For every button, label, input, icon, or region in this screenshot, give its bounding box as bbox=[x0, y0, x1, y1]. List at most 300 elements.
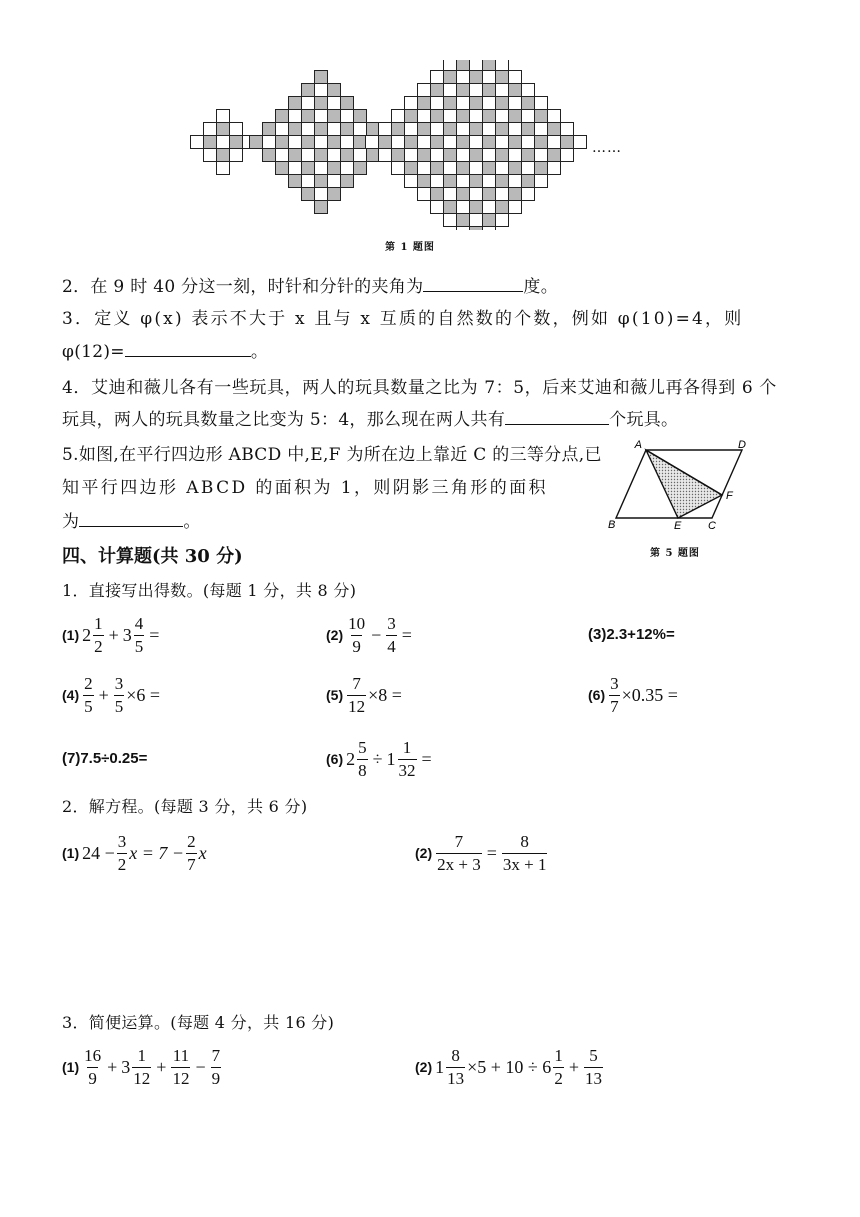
shaded-square bbox=[276, 162, 289, 175]
shaded-square bbox=[328, 110, 341, 123]
question-2-text: 2．在 9 时 40 分这一刻，时针和分针的夹角为 bbox=[62, 277, 424, 297]
figure-5-caption: 第 5 题图 bbox=[650, 548, 700, 559]
white-square bbox=[509, 71, 522, 84]
shaded-square bbox=[263, 123, 276, 136]
question-5-line-2: 知平行四边形 ABCD 的面积为 1，则阴影三角形的面积 bbox=[62, 478, 548, 498]
shaded-square bbox=[457, 110, 470, 123]
expression-part: ×5 + 10 ÷ 6 bbox=[467, 1056, 552, 1077]
question-5-suffix: 。 bbox=[183, 512, 201, 532]
shaded-square bbox=[483, 214, 496, 227]
white-square bbox=[276, 123, 289, 136]
item-label: (6) bbox=[326, 751, 344, 767]
shaded-square bbox=[457, 136, 470, 149]
operator: + bbox=[568, 1056, 579, 1077]
white-square bbox=[315, 188, 328, 201]
shaded-square bbox=[302, 84, 315, 97]
white-square bbox=[289, 110, 302, 123]
question-4-text: 玩具，两人的玩具数量之比变为 5：4，那么现在两人共有 bbox=[62, 410, 506, 430]
white-square bbox=[366, 136, 379, 149]
shaded-square bbox=[457, 188, 470, 201]
white-square bbox=[535, 123, 548, 136]
white-square bbox=[315, 84, 328, 97]
shaded-square bbox=[496, 201, 509, 214]
white-square bbox=[315, 136, 328, 149]
white-square bbox=[289, 136, 302, 149]
question-3-line-1: 3．定义 φ(x) 表示不大于 x 且与 x 互质的自然数的个数，例如 φ(10)=4，则 bbox=[62, 309, 744, 329]
fraction: $\frac{3}{2}$ bbox=[117, 831, 127, 874]
expression-part: 24 − bbox=[82, 842, 115, 863]
white-square bbox=[217, 110, 230, 123]
shaded-square bbox=[315, 123, 328, 136]
expression-tail: ×6 = bbox=[126, 684, 161, 705]
white-square bbox=[263, 136, 276, 149]
shaded-square bbox=[496, 175, 509, 188]
label-d: D bbox=[738, 439, 746, 451]
shaded-square bbox=[444, 175, 457, 188]
shaded-square bbox=[328, 188, 341, 201]
shaded-square bbox=[217, 149, 230, 162]
white-square bbox=[470, 214, 483, 227]
white-square bbox=[496, 136, 509, 149]
shaded-square bbox=[302, 110, 315, 123]
answer-blank-5[interactable] bbox=[79, 512, 183, 527]
white-square bbox=[470, 136, 483, 149]
equals-sign: = bbox=[149, 624, 160, 645]
white-square bbox=[302, 175, 315, 188]
item-label: (4) bbox=[62, 687, 80, 703]
shaded-square bbox=[405, 136, 418, 149]
shaded-square bbox=[457, 214, 470, 227]
shaded-square bbox=[444, 149, 457, 162]
fraction: $\frac{3}{4}$ bbox=[387, 613, 396, 656]
white-square bbox=[418, 188, 431, 201]
question-2 bbox=[62, 272, 558, 297]
shaded-square bbox=[315, 175, 328, 188]
white-square bbox=[444, 188, 457, 201]
white-square bbox=[405, 97, 418, 110]
operator: + bbox=[156, 1056, 167, 1077]
label-f: F bbox=[726, 490, 733, 502]
item-label: (1) bbox=[62, 1059, 80, 1075]
equation-2 bbox=[415, 830, 548, 876]
white-square bbox=[483, 149, 496, 162]
whole-number: 1 bbox=[435, 1056, 445, 1077]
calc-item-8 bbox=[326, 736, 435, 782]
operator: + bbox=[98, 684, 109, 705]
white-square bbox=[522, 84, 535, 97]
shaded-square bbox=[354, 162, 367, 175]
white-square bbox=[328, 97, 341, 110]
equals-sign: = bbox=[401, 624, 412, 645]
white-square bbox=[418, 84, 431, 97]
white-square bbox=[444, 214, 457, 227]
operator: − bbox=[371, 624, 382, 645]
item-label: (2) bbox=[326, 627, 344, 643]
equals-sign: = bbox=[486, 842, 497, 863]
label-e: E bbox=[674, 520, 682, 532]
shaded-square bbox=[509, 162, 522, 175]
white-square bbox=[483, 227, 496, 231]
shaded-square bbox=[302, 162, 315, 175]
figure-1-caption: 第 1 题图 bbox=[385, 242, 435, 253]
white-square bbox=[431, 201, 444, 214]
section-title: 四、计算题(共 30 分) bbox=[62, 546, 243, 567]
white-square bbox=[431, 123, 444, 136]
fraction: $\frac{1}{12}$ bbox=[133, 1045, 151, 1088]
white-square bbox=[392, 110, 405, 123]
white-square bbox=[496, 60, 509, 71]
white-square bbox=[483, 123, 496, 136]
white-square bbox=[496, 214, 509, 227]
shaded-square bbox=[431, 136, 444, 149]
shaded-square bbox=[509, 110, 522, 123]
white-square bbox=[418, 162, 431, 175]
white-square bbox=[354, 149, 367, 162]
shaded-square bbox=[341, 123, 354, 136]
white-square bbox=[431, 175, 444, 188]
white-square bbox=[328, 149, 341, 162]
white-square bbox=[483, 201, 496, 214]
question-4-line-2 bbox=[62, 405, 678, 430]
white-square bbox=[457, 123, 470, 136]
label-c: C bbox=[708, 520, 716, 532]
white-square bbox=[548, 110, 561, 123]
white-square bbox=[457, 227, 470, 231]
shaded-square bbox=[379, 136, 392, 149]
shaded-square bbox=[483, 84, 496, 97]
white-square bbox=[444, 136, 457, 149]
item-label: (2) bbox=[415, 1059, 433, 1075]
white-square bbox=[457, 175, 470, 188]
fraction: $\frac{5}{13}$ bbox=[584, 1045, 602, 1088]
simplify-2 bbox=[415, 1044, 604, 1090]
equals-sign: = bbox=[421, 748, 432, 769]
white-square bbox=[431, 97, 444, 110]
shaded-triangle-aef bbox=[646, 450, 722, 518]
shaded-square bbox=[535, 136, 548, 149]
white-square bbox=[431, 149, 444, 162]
figure-1-ellipsis: …… bbox=[592, 140, 622, 156]
shaded-square bbox=[483, 110, 496, 123]
white-square bbox=[561, 149, 574, 162]
operator: ÷ bbox=[372, 748, 383, 769]
calc-item-6 bbox=[588, 672, 678, 718]
white-square bbox=[328, 123, 341, 136]
fraction: $\frac{8}{13}$ bbox=[447, 1045, 465, 1088]
shaded-square bbox=[431, 188, 444, 201]
white-square bbox=[548, 136, 561, 149]
question-3-suffix: 。 bbox=[250, 342, 269, 362]
white-square bbox=[341, 162, 354, 175]
white-square bbox=[392, 162, 405, 175]
answer-blank-3[interactable] bbox=[125, 342, 251, 357]
white-square bbox=[509, 175, 522, 188]
part-1-title: 1．直接写出得数。(每题 1 分，共 8 分) bbox=[62, 581, 357, 600]
white-square bbox=[379, 149, 392, 162]
shaded-square bbox=[341, 149, 354, 162]
white-square bbox=[230, 123, 243, 136]
white-square bbox=[535, 149, 548, 162]
shaded-square bbox=[457, 84, 470, 97]
white-square bbox=[431, 71, 444, 84]
white-square bbox=[302, 123, 315, 136]
white-square bbox=[315, 110, 328, 123]
shaded-square bbox=[263, 149, 276, 162]
shaded-square bbox=[405, 110, 418, 123]
shaded-square bbox=[496, 123, 509, 136]
item-label: (1) bbox=[62, 627, 80, 643]
shaded-square bbox=[418, 149, 431, 162]
part-2-title: 2．解方程。(每题 3 分，共 6 分) bbox=[62, 797, 308, 816]
shaded-square bbox=[522, 97, 535, 110]
label-a: A bbox=[634, 439, 642, 451]
white-square bbox=[561, 123, 574, 136]
white-square bbox=[302, 149, 315, 162]
shaded-square bbox=[561, 136, 574, 149]
simplify-1 bbox=[62, 1044, 222, 1090]
shaded-square bbox=[470, 227, 483, 231]
shaded-square bbox=[431, 110, 444, 123]
shaded-square bbox=[341, 175, 354, 188]
shaded-square bbox=[328, 162, 341, 175]
white-square bbox=[574, 136, 587, 149]
calc-item-2 bbox=[326, 612, 415, 658]
fraction: $\frac{2}{7}$ bbox=[187, 831, 196, 874]
white-square bbox=[289, 162, 302, 175]
shaded-square bbox=[431, 162, 444, 175]
fraction: $\frac{7}{12}$ bbox=[348, 673, 366, 716]
white-square bbox=[405, 123, 418, 136]
calc-item-4 bbox=[62, 672, 160, 718]
question-4-suffix: 个玩具。 bbox=[609, 410, 679, 430]
fraction: $\frac{3}{5}$ bbox=[114, 673, 124, 716]
calc-item-7: (7)7.5÷0.25= bbox=[62, 750, 148, 767]
shaded-square bbox=[354, 110, 367, 123]
shaded-square bbox=[418, 123, 431, 136]
shaded-square bbox=[405, 162, 418, 175]
white-square bbox=[483, 175, 496, 188]
shaded-square bbox=[548, 149, 561, 162]
white-square bbox=[204, 123, 217, 136]
shaded-square bbox=[230, 136, 243, 149]
shaded-square bbox=[289, 149, 302, 162]
shaded-square bbox=[341, 97, 354, 110]
shaded-square bbox=[483, 136, 496, 149]
white-square bbox=[444, 162, 457, 175]
shaded-square bbox=[457, 162, 470, 175]
whole-number: 1 bbox=[386, 748, 396, 769]
expression-part: x = 7 − bbox=[129, 842, 185, 863]
calc-item-3: (3)2.3+12%= bbox=[588, 626, 675, 643]
shaded-square bbox=[392, 123, 405, 136]
white-square bbox=[522, 162, 535, 175]
white-square bbox=[276, 149, 289, 162]
white-square bbox=[535, 175, 548, 188]
white-square bbox=[522, 110, 535, 123]
question-2-suffix: 度。 bbox=[523, 277, 558, 297]
item-label: (5) bbox=[326, 687, 344, 703]
white-square bbox=[457, 71, 470, 84]
fraction: $\frac{1}{2}$ bbox=[554, 1045, 563, 1088]
white-square bbox=[470, 110, 483, 123]
white-square bbox=[341, 110, 354, 123]
fraction: $\frac{2}{5}$ bbox=[84, 673, 93, 716]
question-3-prefix: φ(12)= bbox=[62, 342, 125, 362]
white-square bbox=[315, 162, 328, 175]
white-square bbox=[496, 188, 509, 201]
figure-5-parallelogram bbox=[604, 436, 764, 532]
shaded-square bbox=[431, 84, 444, 97]
shaded-square bbox=[470, 149, 483, 162]
white-square bbox=[509, 123, 522, 136]
answer-blank-4[interactable] bbox=[505, 410, 609, 425]
shaded-square bbox=[470, 97, 483, 110]
diamond-large bbox=[366, 60, 587, 230]
diamond-small bbox=[191, 110, 256, 175]
shaded-square bbox=[535, 162, 548, 175]
white-square bbox=[392, 136, 405, 149]
question-5-line-3 bbox=[62, 507, 201, 532]
item-label: (2) bbox=[415, 845, 433, 861]
shaded-square bbox=[354, 136, 367, 149]
item-label: (1) bbox=[62, 845, 80, 861]
whole-number: 3 bbox=[121, 1056, 131, 1077]
white-square bbox=[444, 110, 457, 123]
shaded-square bbox=[315, 97, 328, 110]
white-square bbox=[483, 97, 496, 110]
item-label: (6) bbox=[588, 687, 606, 703]
white-square bbox=[535, 97, 548, 110]
white-square bbox=[405, 149, 418, 162]
fraction: $\frac{16}{9}$ bbox=[84, 1045, 102, 1088]
fraction: $\frac{1}{2}$ bbox=[94, 613, 103, 656]
shaded-square bbox=[418, 97, 431, 110]
answer-blank-2[interactable] bbox=[423, 277, 523, 292]
white-square bbox=[496, 162, 509, 175]
white-square bbox=[509, 97, 522, 110]
shaded-square bbox=[470, 123, 483, 136]
shaded-square bbox=[204, 136, 217, 149]
part-3-title: 3．简便运算。(每题 4 分，共 16 分) bbox=[62, 1013, 335, 1032]
white-square bbox=[470, 188, 483, 201]
white-square bbox=[522, 136, 535, 149]
shaded-square bbox=[302, 136, 315, 149]
white-square bbox=[302, 97, 315, 110]
shaded-square bbox=[302, 188, 315, 201]
white-square bbox=[217, 136, 230, 149]
fraction: $\frac{8}{3x + 1}$ bbox=[502, 831, 547, 874]
shaded-square bbox=[444, 97, 457, 110]
shaded-square bbox=[418, 175, 431, 188]
white-square bbox=[457, 201, 470, 214]
expression-tail: ×8 = bbox=[368, 684, 402, 705]
question-4-line-1: 4．艾迪和薇儿各有一些玩具，两人的玩具数量之比为 7：5，后来艾迪和薇儿再各得到 6 个 bbox=[62, 378, 777, 398]
fraction: $\frac{5}{8}$ bbox=[358, 737, 367, 780]
operator: + bbox=[107, 1056, 118, 1077]
shaded-square bbox=[457, 60, 470, 71]
shaded-square bbox=[496, 149, 509, 162]
question-3-line-2 bbox=[62, 337, 268, 362]
white-square bbox=[483, 71, 496, 84]
fraction: $\frac{3}{7}$ bbox=[610, 673, 619, 716]
shaded-square bbox=[392, 149, 405, 162]
white-square bbox=[470, 84, 483, 97]
shaded-square bbox=[496, 71, 509, 84]
operator: + bbox=[108, 624, 119, 645]
whole-number: 3 bbox=[122, 624, 132, 645]
shaded-square bbox=[483, 60, 496, 71]
shaded-square bbox=[444, 201, 457, 214]
white-square bbox=[418, 136, 431, 149]
white-square bbox=[341, 136, 354, 149]
white-square bbox=[379, 123, 392, 136]
shaded-square bbox=[522, 123, 535, 136]
fraction: $\frac{10}{9}$ bbox=[348, 613, 366, 656]
shaded-square bbox=[328, 84, 341, 97]
label-b: B bbox=[608, 519, 616, 531]
whole-number: 2 bbox=[346, 748, 356, 769]
shaded-square bbox=[315, 201, 328, 214]
shaded-square bbox=[315, 149, 328, 162]
white-square bbox=[217, 162, 230, 175]
fraction: $\frac{7}{2x + 3}$ bbox=[437, 831, 481, 874]
white-square bbox=[457, 97, 470, 110]
shaded-square bbox=[522, 175, 535, 188]
shaded-square bbox=[276, 110, 289, 123]
expression-tail: ×0.35 = bbox=[621, 684, 678, 705]
white-square bbox=[470, 60, 483, 71]
calc-item-5 bbox=[326, 672, 402, 718]
figure-1-diamond-pattern bbox=[190, 60, 650, 230]
white-square bbox=[470, 162, 483, 175]
question-5-line-1: 5.如图,在平行四边形 ABCD 中,E,F 为所在边上靠近 C 的三等分点,已 bbox=[62, 445, 602, 465]
whole-number: 2 bbox=[82, 624, 92, 645]
white-square bbox=[509, 149, 522, 162]
shaded-square bbox=[444, 71, 457, 84]
shaded-square bbox=[483, 188, 496, 201]
calc-item-1 bbox=[62, 612, 162, 658]
white-square bbox=[496, 84, 509, 97]
shaded-square bbox=[217, 123, 230, 136]
shaded-square bbox=[496, 97, 509, 110]
fraction: $\frac{1}{32}$ bbox=[398, 737, 416, 780]
equation-1 bbox=[62, 830, 207, 876]
shaded-square bbox=[444, 123, 457, 136]
white-square bbox=[548, 162, 561, 175]
shaded-square bbox=[289, 123, 302, 136]
shaded-square bbox=[315, 71, 328, 84]
shaded-square bbox=[367, 149, 380, 162]
shaded-square bbox=[289, 175, 302, 188]
white-square bbox=[509, 201, 522, 214]
white-square bbox=[328, 175, 341, 188]
fraction: $\frac{11}{12}$ bbox=[172, 1045, 190, 1088]
shaded-square bbox=[509, 136, 522, 149]
shaded-square bbox=[509, 84, 522, 97]
white-square bbox=[230, 149, 243, 162]
white-square bbox=[354, 123, 367, 136]
white-square bbox=[522, 188, 535, 201]
white-square bbox=[405, 175, 418, 188]
white-square bbox=[204, 149, 217, 162]
shaded-square bbox=[276, 136, 289, 149]
fraction: $\frac{4}{5}$ bbox=[134, 613, 144, 656]
white-square bbox=[444, 60, 457, 71]
shaded-square bbox=[535, 110, 548, 123]
white-square bbox=[444, 84, 457, 97]
white-square bbox=[457, 149, 470, 162]
question-5-prefix: 为 bbox=[62, 512, 80, 532]
